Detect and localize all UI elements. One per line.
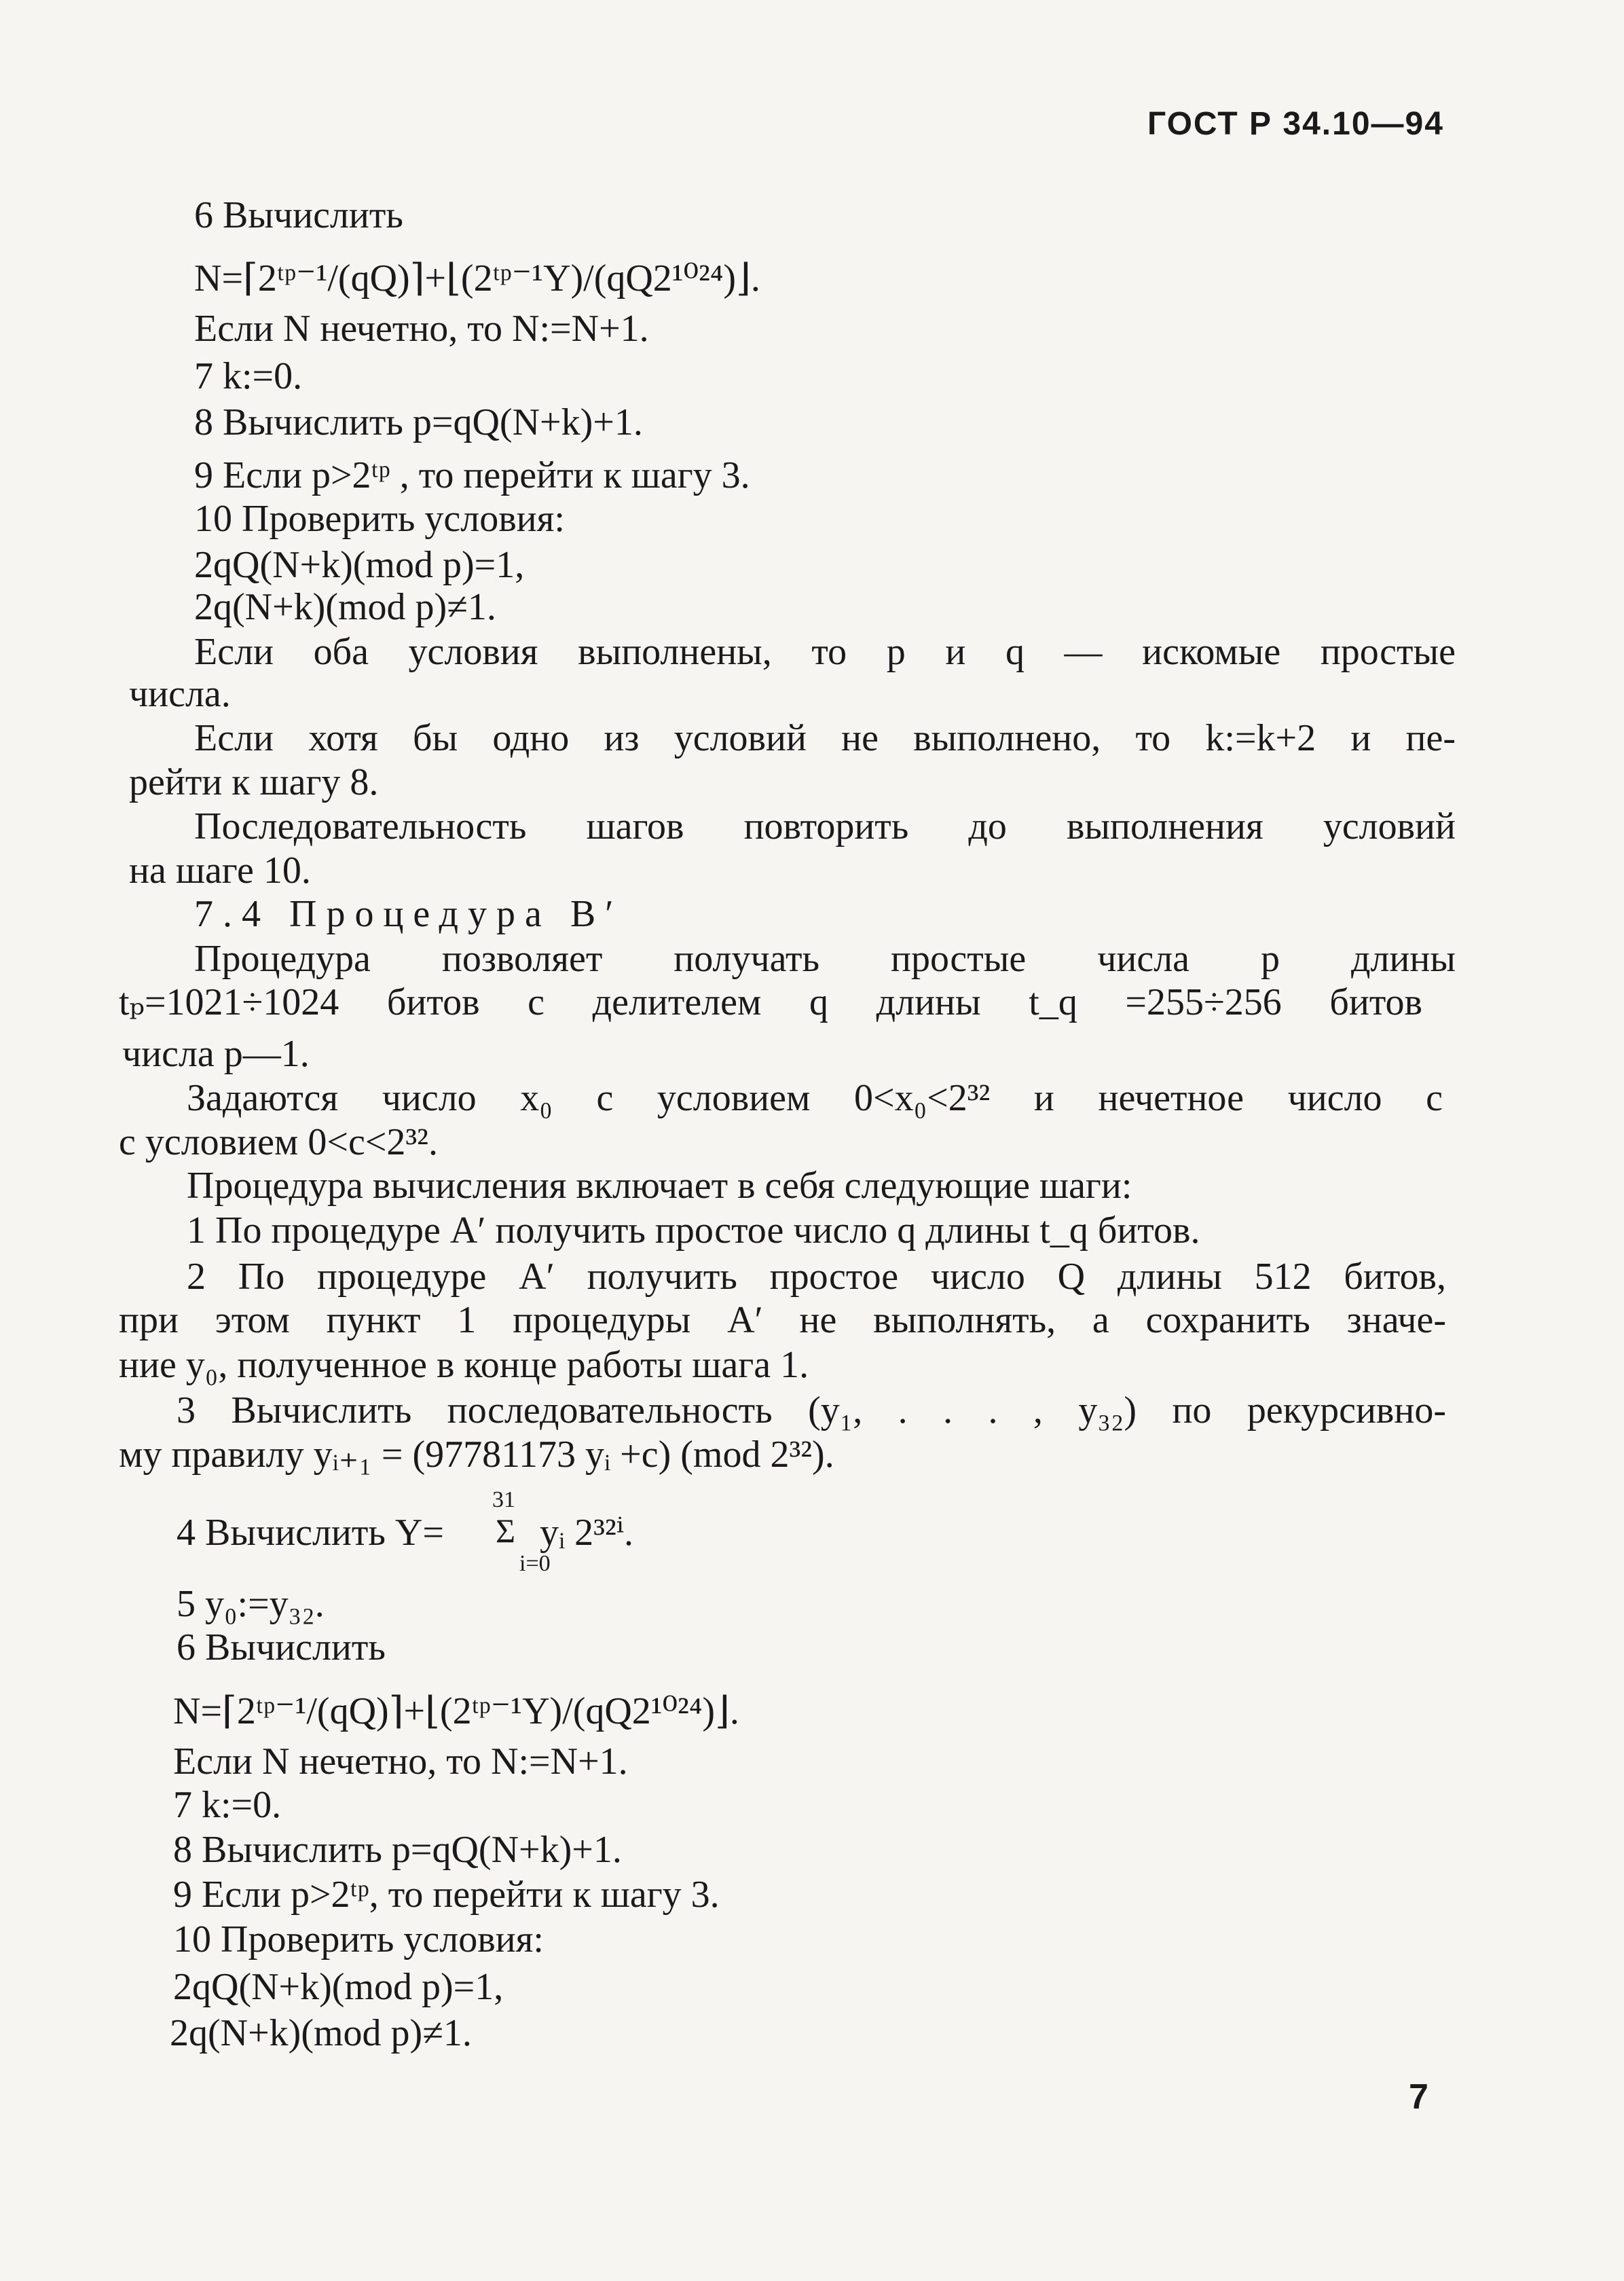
intro-line-2: tₚ=1021÷1024 битов с делителем q длины t_q =255÷256 битов bbox=[119, 981, 1422, 1023]
section-title: 7.4 Процедура B′ bbox=[194, 893, 623, 935]
b-step-2-line-3: ние y₀, полученное в конце работы шага 1. bbox=[119, 1344, 809, 1386]
b-step-10: 10 Проверить условия: bbox=[173, 1918, 544, 1960]
b-step-4-label: 4 Вычислить Y= bbox=[177, 1512, 444, 1554]
intro-line-1: Процедура позволяет получать простые числа p длины bbox=[194, 938, 1456, 980]
b-step-8: 8 Вычислить p=qQ(N+k)+1. bbox=[173, 1829, 622, 1871]
step-7: 7 k:=0. bbox=[194, 355, 303, 397]
b-step-6-label: 6 Вычислить bbox=[177, 1626, 386, 1668]
b-condition-2: 2q(N+k)(mod p)≠1. bbox=[170, 2012, 472, 2054]
step-10: 10 Проверить условия: bbox=[194, 498, 565, 540]
b-step-1: 1 По процедуре A′ получить простое число q длины t_q битов. bbox=[187, 1209, 1200, 1252]
steps-intro: Процедура вычисления включает в себя следующие шаги: bbox=[187, 1165, 1132, 1207]
b-step-3-line-1: 3 Вычислить последовательность (y₁, . . . , y₃₂) по рекурсивно- bbox=[177, 1389, 1446, 1431]
repeat-rule-line-2: на шаге 10. bbox=[129, 850, 311, 892]
step-6-label: 6 Вычислить bbox=[194, 194, 403, 236]
both-conditions-line-1: Если оба условия выполнены, то p и q — искомые простые bbox=[194, 631, 1456, 673]
b-step-6-odd-rule: Если N нечетно, то N:=N+1. bbox=[173, 1740, 628, 1783]
b-step-2-line-1: 2 По процедуре A′ получить простое число Q длины 512 битов, bbox=[187, 1256, 1446, 1298]
b-step-6-formula: N=⌈2ᵗᵖ⁻¹/(qQ)⌉+⌊(2ᵗᵖ⁻¹Y)/(qQ2¹⁰²⁴)⌋. bbox=[173, 1690, 739, 1732]
sum-lower-limit: i=0 bbox=[519, 1551, 551, 1576]
repeat-rule-line-1: Последовательность шагов повторить до выполнения условий bbox=[194, 805, 1456, 847]
fail-rule-line-2: рейти к шагу 8. bbox=[129, 761, 379, 803]
b-step-2-line-2: при этом пункт 1 процедуры A′ не выполнять, а сохранить значе- bbox=[119, 1299, 1446, 1341]
document-header: ГОСТ Р 34.10—94 bbox=[1147, 106, 1444, 142]
given-line-1: Задаются число x₀ с условием 0<x₀<2³² и нечетное число c bbox=[187, 1077, 1443, 1119]
fail-rule-line-1: Если хотя бы одно из условий не выполнено, то k:=k+2 и пе- bbox=[194, 717, 1456, 759]
b-condition-1: 2qQ(N+k)(mod p)=1, bbox=[173, 1966, 504, 2008]
step-6-formula: N=⌈2ᵗᵖ⁻¹/(qQ)⌉+⌊(2ᵗᵖ⁻¹Y)/(qQ2¹⁰²⁴)⌋. bbox=[194, 257, 760, 299]
b-step-7: 7 k:=0. bbox=[173, 1784, 282, 1826]
sum-sign: Σ bbox=[496, 1512, 516, 1550]
given-line-2: с условием 0<c<2³². bbox=[119, 1121, 438, 1163]
page-number: 7 bbox=[1409, 2077, 1428, 2117]
b-step-9: 9 Если p>2ᵗᵖ, то перейти к шагу 3. bbox=[173, 1874, 720, 1916]
both-conditions-line-2: числа. bbox=[129, 673, 231, 715]
sum-upper-limit: 31 bbox=[492, 1487, 515, 1512]
condition-1: 2qQ(N+k)(mod p)=1, bbox=[194, 544, 525, 586]
step-6-odd-rule: Если N нечетно, то N:=N+1. bbox=[194, 308, 649, 350]
sum-term: yᵢ 2³²ⁱ. bbox=[540, 1512, 634, 1554]
condition-2: 2q(N+k)(mod p)≠1. bbox=[194, 586, 496, 628]
b-step-5: 5 y₀:=y₃₂. bbox=[177, 1583, 325, 1625]
step-8: 8 Вычислить p=qQ(N+k)+1. bbox=[194, 401, 643, 443]
intro-line-3: числа p—1. bbox=[122, 1033, 310, 1075]
step-9: 9 Если p>2ᵗᵖ , то перейти к шагу 3. bbox=[194, 454, 750, 496]
b-step-3-line-2: му правилу yᵢ₊₁ = (97781173 yᵢ +c) (mod 2³²). bbox=[119, 1434, 834, 1476]
